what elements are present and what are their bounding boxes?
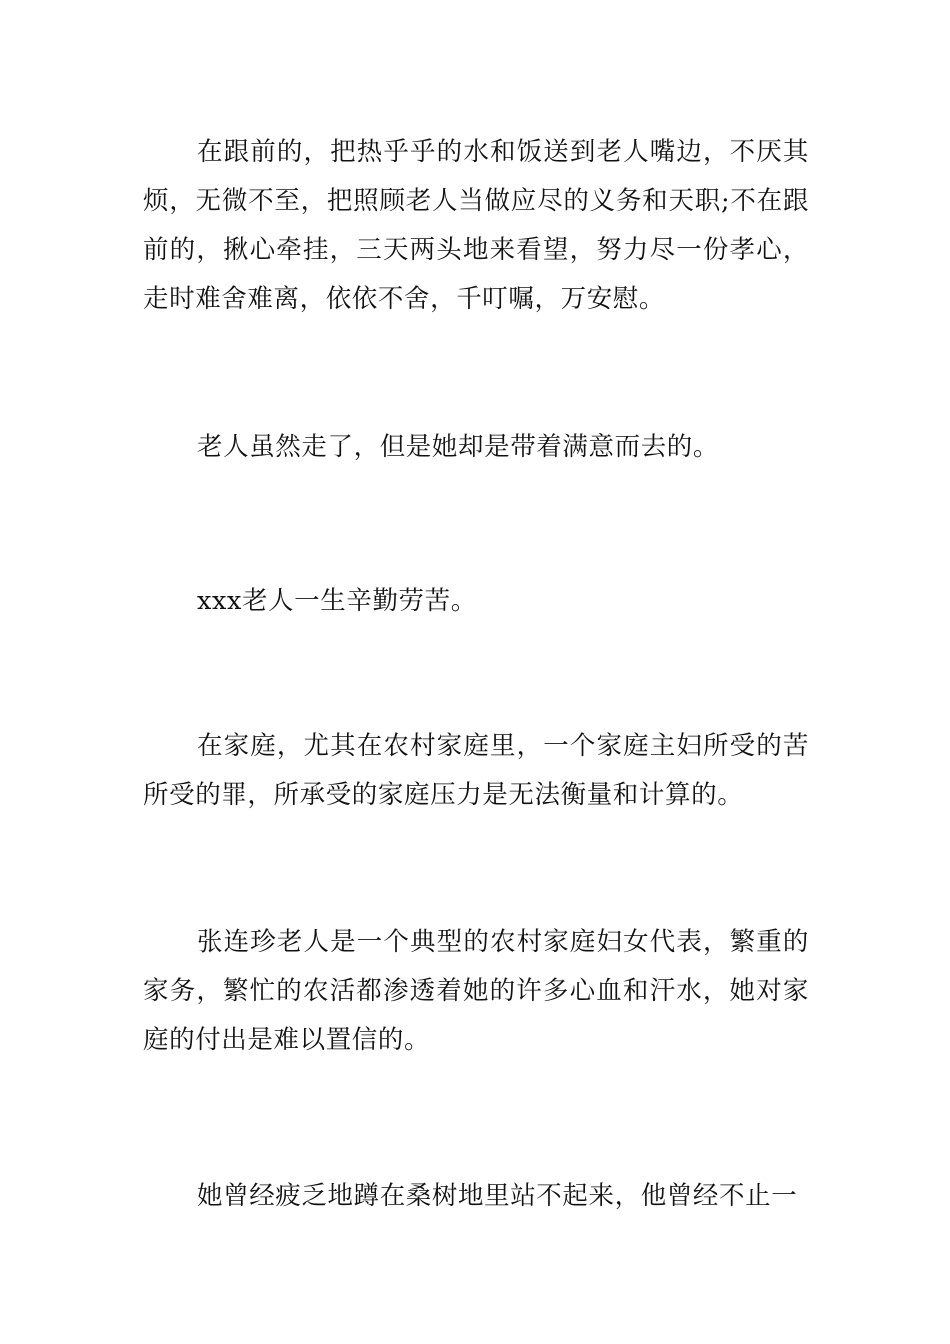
paragraph-mulberry-field: 她曾经疲乏地蹲在桑树地里站不起来，他曾经不止一 xyxy=(197,1181,798,1211)
paragraph-passed-away: 老人虽然走了，但是她却是带着满意而去的。 xyxy=(197,432,720,462)
paragraph-representative: 张连珍老人是一个典型的农村家庭妇女代表，繁重的家务，繁忙的农活都渗透着她的许多心血和汗水，她对家庭的付出是难以置信的。 xyxy=(143,927,809,1055)
paragraph-housewife: 在家庭，尤其在农村家庭里，一个家庭主妇所受的苦所受的罪，所承受的家庭压力是无法衡量和计算的。 xyxy=(143,731,809,810)
paragraph-hardworking: xxx老人一生辛勤劳苦。 xyxy=(197,586,477,616)
paragraph-care: 在跟前的，把热乎乎的水和饭送到老人嘴边，不厌其烦，无微不至，把照顾老人当做应尽的义务和天职;不在跟前的，揪心牵挂，三天两头地来看望，努力尽一份孝心，走时难舍难离，依依不舍，千叮嘱，万安慰。 xyxy=(143,137,809,314)
